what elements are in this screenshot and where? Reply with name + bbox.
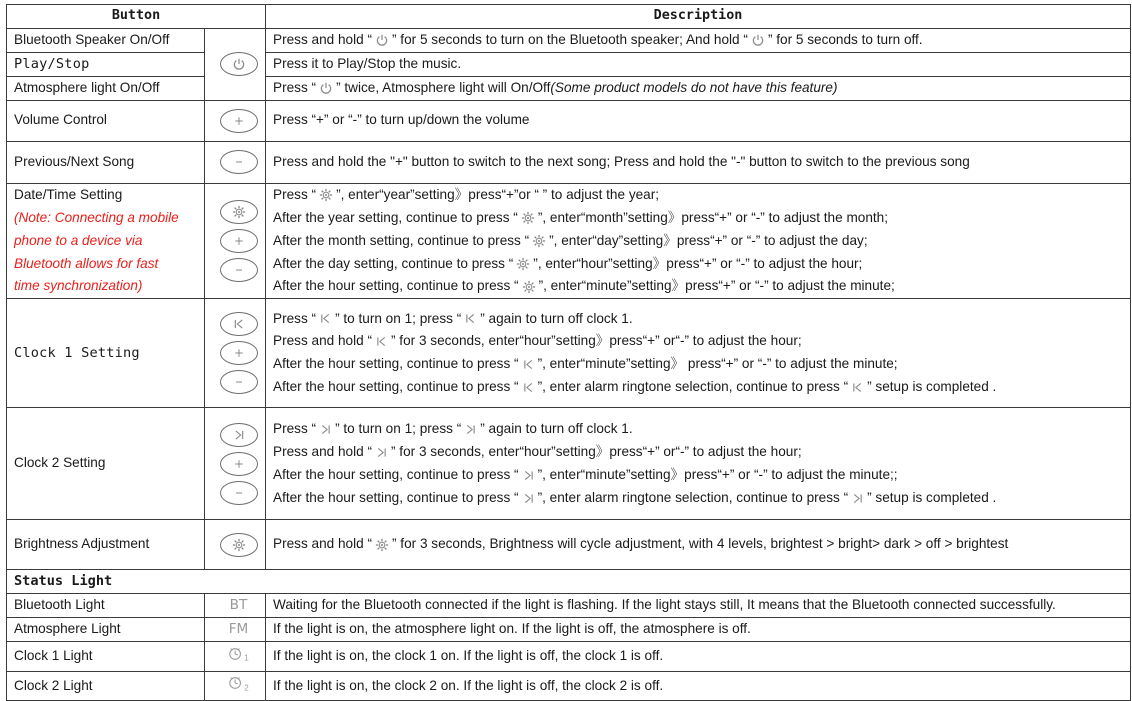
clock-2-button[interactable] [220, 423, 258, 447]
status-light-heading: Status Light [7, 570, 1131, 594]
gear-icon [521, 211, 535, 225]
label-clock-2-setting: Clock 2 Setting [7, 408, 205, 520]
power-button[interactable] [220, 52, 258, 76]
minus-button-cell [205, 141, 266, 183]
desc-atmosphere-light-status: If the light is on, the atmosphere light on. If the light is off, the atmosphere is off. [266, 618, 1131, 642]
clock-1-icon [522, 381, 535, 394]
desc-clock-1-setting: Press “ ” to turn on 1; press “ ” again to turn off clock 1. Press and hold “ ” for 3 seconds, enter“hour”setting》press“+” or“-” to adjust the hour; After the hour setting, continue to press “ ”, enter“minute”setting》 press“+” or “-” to adjust the minute; After the hour setting, continue to press “ ”, enter alarm ringtone selection, continue to press “ ” setup is completed . [266, 299, 1131, 408]
power-icon [319, 81, 333, 95]
minus-button[interactable] [220, 481, 258, 505]
plus-button[interactable] [220, 229, 258, 253]
clock-1-icon [319, 312, 332, 325]
clock-1-button[interactable] [220, 312, 258, 336]
desc-atmosphere-light: Press “ ” twice, Atmosphere light will On/Off(Some product models do not have this feature) [266, 76, 1131, 100]
label-clock-1-setting: Clock 1 Setting [7, 299, 205, 408]
label-play-stop: Play/Stop [7, 52, 205, 76]
plus-button[interactable] [220, 452, 258, 476]
manual-table [6, 4, 1130, 693]
clock-2-icon [522, 469, 535, 482]
date-time-note: (Note: Connecting a mobile [14, 209, 179, 225]
minus-button[interactable] [220, 370, 258, 394]
gear-icon [516, 257, 530, 271]
label-brightness-adjustment: Brightness Adjustment [7, 520, 205, 570]
desc-clock-2-light: If the light is on, the clock 2 on. If the light is off, the clock 2 is off. [266, 671, 1131, 701]
desc-brightness-adjustment: Press and hold “ ” for 3 seconds, Brightness will cycle adjustment, with 4 levels, brightest > bright> dark > off > brightest [266, 520, 1131, 570]
desc-clock-1-light: If the light is on, the clock 1 on. If the light is off, the clock 1 is off. [266, 642, 1131, 672]
gear-icon [375, 538, 389, 552]
plus-button[interactable] [220, 341, 258, 365]
desc-bluetooth-speaker: Press and hold “ ” for 5 seconds to turn on the Bluetooth speaker; And hold “ ” for 5 seconds to turn off. [266, 29, 1131, 53]
gear-icon [532, 234, 546, 248]
desc-volume-control: Press “+” or “-” to turn up/down the volume [266, 100, 1131, 141]
label-clock-2-light: Clock 2 Light [7, 671, 205, 701]
clock-1-buttons [205, 299, 266, 408]
label-atmosphere-light: Atmosphere light On/Off [7, 76, 205, 100]
clock-2-icon [319, 423, 332, 436]
minus-button[interactable] [220, 258, 258, 282]
power-icon [375, 33, 389, 47]
brightness-button-cell [205, 520, 266, 570]
clock-1-icon [375, 335, 388, 348]
feature-note: (Some product models do not have this feature) [550, 79, 838, 95]
label-bluetooth-light: Bluetooth Light [7, 594, 205, 618]
clock-2-icon [375, 446, 388, 459]
label-volume-control: Volume Control [7, 100, 205, 141]
date-time-note: Bluetooth allows for fast [14, 255, 159, 271]
clock-2-buttons [205, 408, 266, 520]
clock-1-icon [464, 312, 477, 325]
desc-previous-next-song: Press and hold the "+" button to switch to the next song; Press and hold the "-" button to switch to the previous song [266, 141, 1131, 183]
fm-indicator-icon: FM [205, 618, 266, 642]
date-time-title: Date/Time Setting [14, 186, 123, 202]
date-time-buttons [205, 183, 266, 299]
power-icon [751, 33, 765, 47]
bt-indicator-icon: BT [205, 594, 266, 618]
gear-icon [522, 280, 536, 294]
alarm-clock-1-icon: 1 [205, 642, 266, 672]
clock-2-icon [464, 423, 477, 436]
clock-2-icon [522, 492, 535, 505]
desc-play-stop: Press it to Play/Stop the music. [266, 52, 1131, 76]
clock-2-icon [851, 492, 864, 505]
gear-button[interactable] [220, 533, 258, 557]
plus-button-cell [205, 100, 266, 141]
label-clock-1-light: Clock 1 Light [7, 642, 205, 672]
desc-bluetooth-light: Waiting for the Bluetooth connected if the light is flashing. If the light stays still, It means that the Bluetooth connected successfully. [266, 594, 1131, 618]
label-bluetooth-speaker: Bluetooth Speaker On/Off [7, 29, 205, 53]
plus-button[interactable] [220, 109, 258, 133]
desc-clock-2-setting: Press “ ” to turn on 1; press “ ” again to turn off clock 1. Press and hold “ ” for 3 seconds, enter“hour”setting》press“+” or“-” to adjust the hour; After the hour setting, continue to press “ ”, enter“minute”setting》press“+” or “-” to adjust the minute;; After the hour setting, continue to press “ ”, enter alarm ringtone selection, continue to press “ ” setup is completed . [266, 408, 1131, 520]
gear-icon [319, 188, 333, 202]
date-time-note: phone to a device via [14, 232, 143, 248]
date-time-note: time synchronization) [14, 278, 143, 294]
label-date-time [7, 183, 205, 299]
clock-1-icon [522, 358, 535, 371]
alarm-clock-2-icon: 2 [205, 671, 266, 701]
gear-button[interactable] [220, 200, 258, 224]
header-button: Button [7, 5, 266, 29]
header-description: Description [266, 5, 1131, 29]
power-button-cell [205, 29, 266, 101]
desc-date-time: Press “ ”, enter“year”setting》press“+”or “ ” to adjust the year; After the year setting, continue to press “ ”, enter“month”setting》press“+” or “-” to adjust the month; After the month setting, continue to press “ ”, enter“day”setting》press“+” or “-” to adjust the day; After the day setting, continue to press “ ”, enter“hour”setting》press“+” or “-” to adjust the hour; After the hour setting, continue to press “ ”, enter“minute”setting》press“+” or “-” to adjust the minute; [266, 183, 1131, 299]
minus-button[interactable] [220, 150, 258, 174]
clock-1-icon [851, 381, 864, 394]
label-atmosphere-light-status: Atmosphere Light [7, 618, 205, 642]
label-previous-next-song: Previous/Next Song [7, 141, 205, 183]
